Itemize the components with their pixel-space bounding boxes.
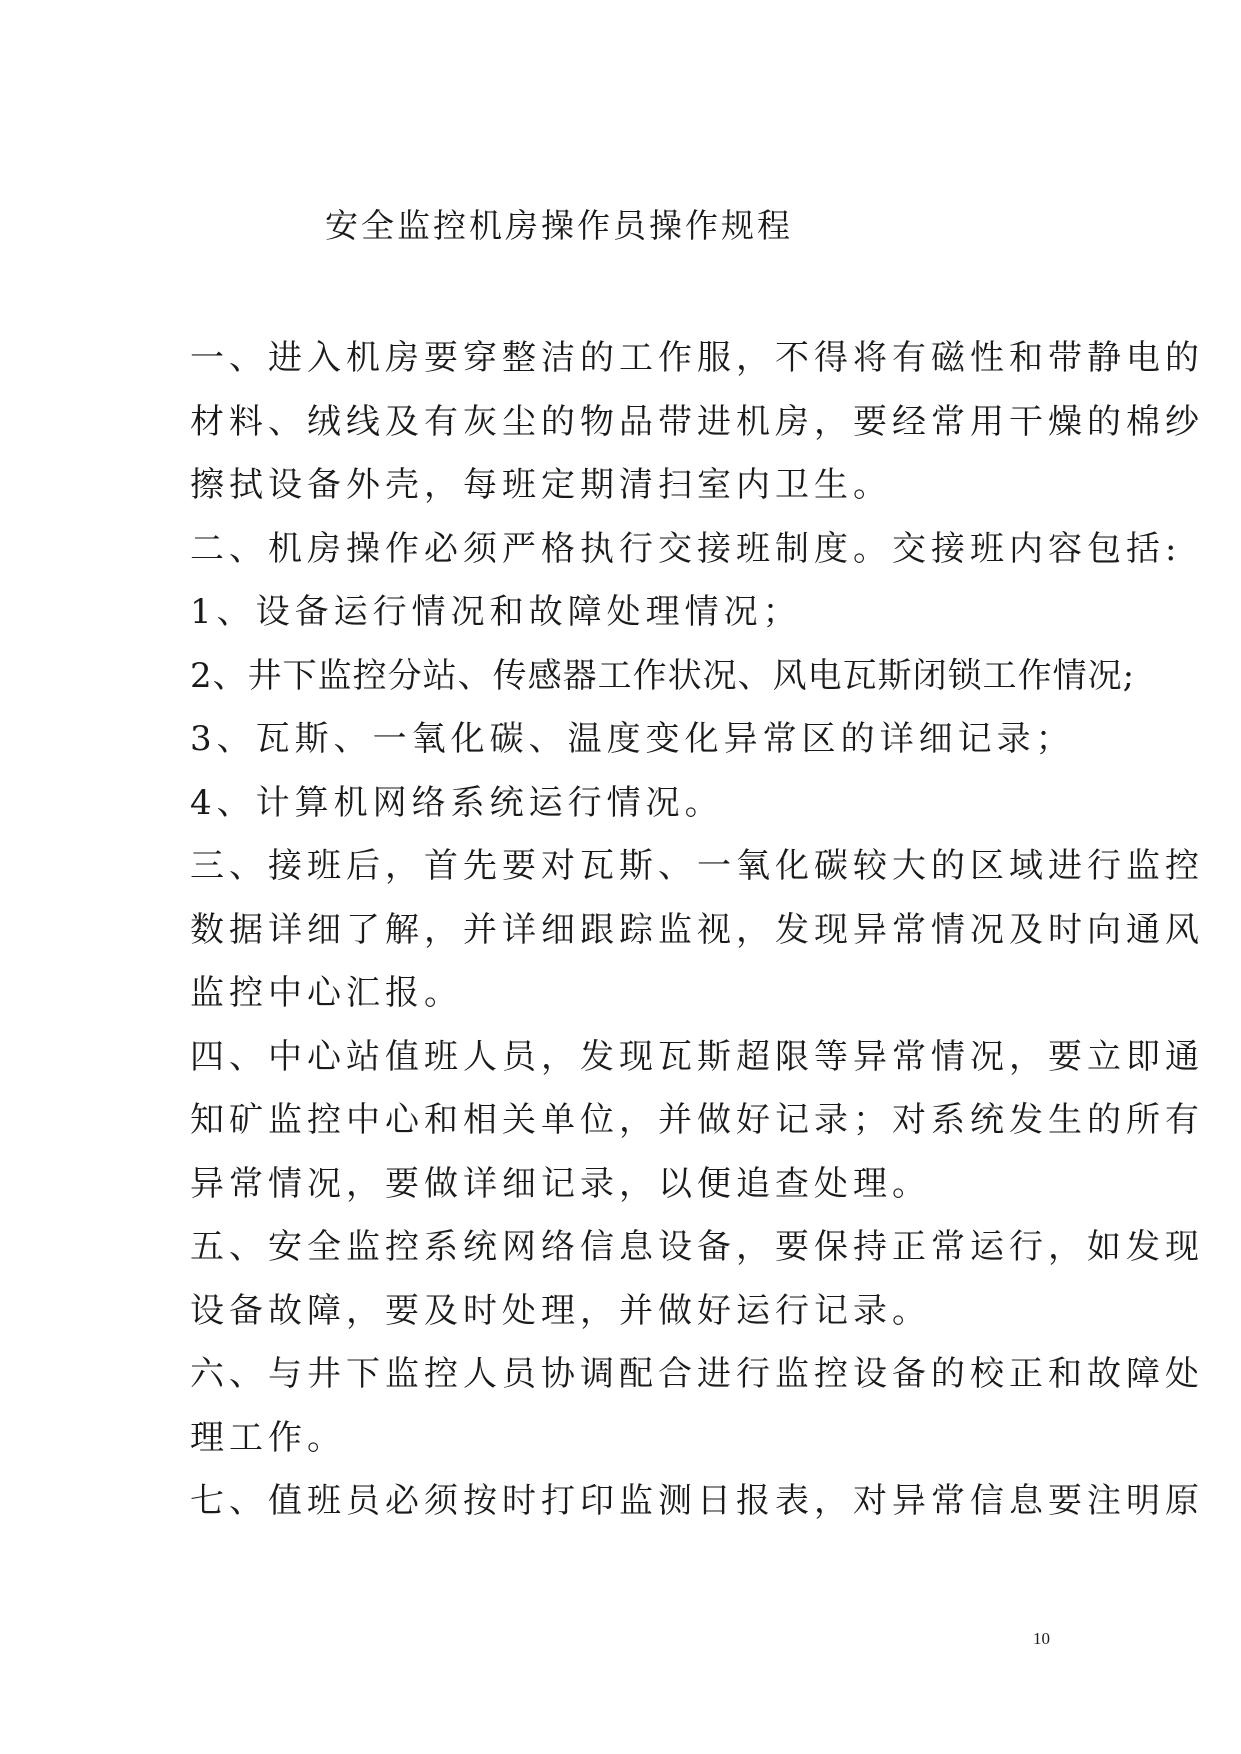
text-line: 三、接班后，首先要对瓦斯、一氧化碳较大的区域进行监控 <box>190 846 1204 886</box>
text-line: 六、与井下监控人员协调配合进行监控设备的校正和故障处 <box>190 1354 1204 1394</box>
text-line: 异常情况，要做详细记录，以便追查处理。 <box>190 1163 931 1204</box>
text-line: 设备故障，要及时处理，并做好运行记录。 <box>190 1290 931 1331</box>
text-line: 1、设备运行情况和故障处理情况； <box>190 592 802 632</box>
page-number: 10 <box>1033 1629 1050 1648</box>
document-body <box>190 327 1204 1534</box>
text-line: 监控中心汇报。 <box>190 973 463 1013</box>
text-line: 七、值班员必须按时打印监测日报表，对异常信息要注明原 <box>190 1481 1204 1521</box>
text-line: 理工作。 <box>190 1417 346 1458</box>
text-line: 材料、绒线及有灰尘的物品带进机房，要经常用干燥的棉纱 <box>190 401 1204 442</box>
text-line: 2、井下监控分站、传感器工作状况、风电瓦斯闭锁工作情况; <box>190 655 1136 696</box>
text-line: 3、瓦斯、一氧化碳、温度变化异常区的详细记录； <box>190 719 1075 759</box>
document-title: 安全监控机房操作员操作规程 <box>325 206 793 245</box>
text-line: 一、进入机房要穿整洁的工作服，不得将有磁性和带静电的 <box>190 338 1204 378</box>
text-line: 四、中心站值班人员，发现瓦斯超限等异常情况，要立即通 <box>190 1036 1204 1077</box>
text-line: 擦拭设备外壳，每班定期清扫室内卫生。 <box>190 465 892 505</box>
text-line: 知矿监控中心和相关单位，并做好记录；对系统发生的所有 <box>190 1100 1204 1140</box>
text-line: 五、安全监控系统网络信息设备，要保持正常运行，如发现 <box>190 1227 1204 1267</box>
text-line: 二、机房操作必须严格执行交接班制度。交接班内容包括: <box>190 528 1182 569</box>
text-line: 数据详细了解，并详细跟踪监视，发现异常情况及时向通风 <box>190 909 1204 950</box>
text-line: 4、计算机网络系统运行情况。 <box>190 782 724 823</box>
